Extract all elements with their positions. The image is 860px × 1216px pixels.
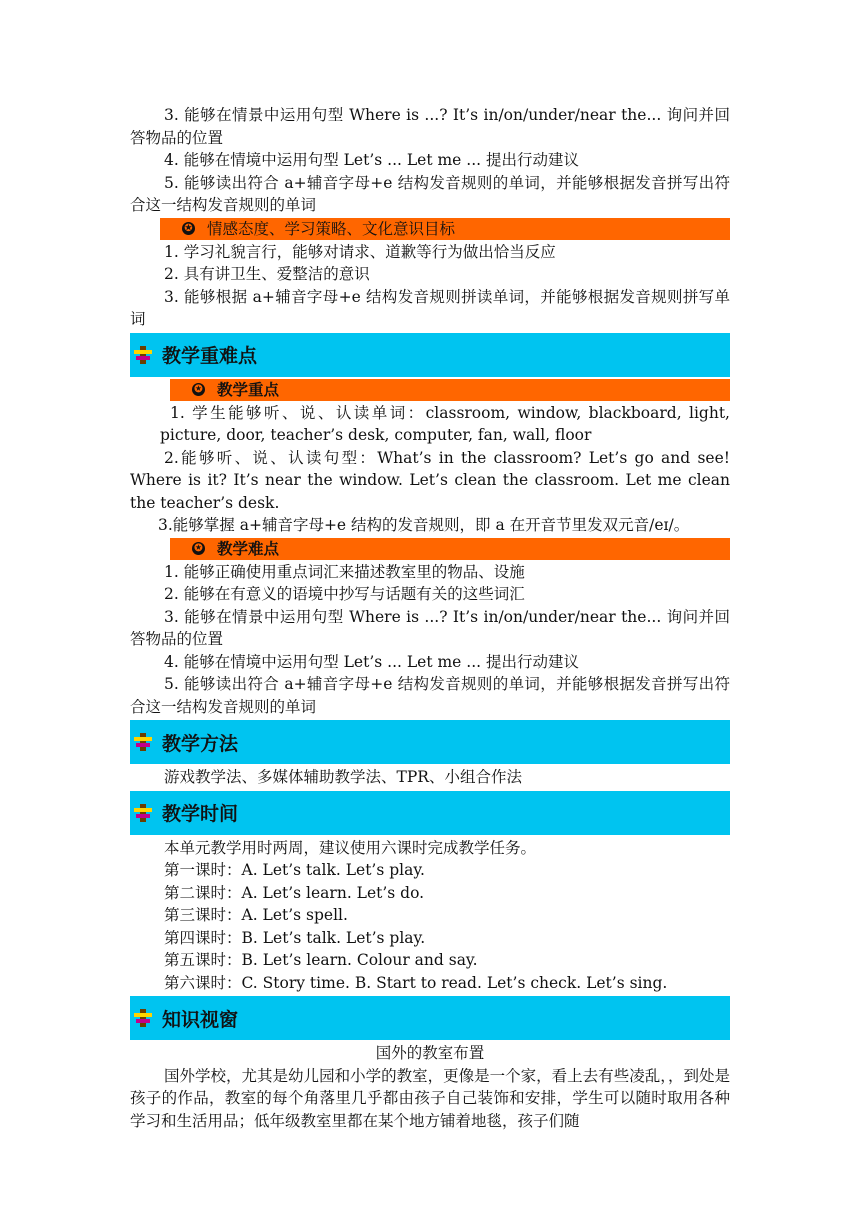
paragraph: 4. 能够在情境中运用句型 Let’s ... Let me ... 提出行动建议 bbox=[164, 652, 579, 671]
subheading-key bbox=[170, 379, 730, 401]
paragraph: 3. 能够在情景中运用句型 Where is ...? It’s in/on/under/near the... 询问并回答物品的位置 bbox=[130, 607, 730, 648]
paragraph: 1. 能够正确使用重点词汇来描述教室里的物品、设施 bbox=[164, 562, 525, 581]
paragraph: 1. 学习礼貌言行，能够对请求、道歉等行为做出恰当反应 bbox=[164, 242, 556, 261]
paragraph: 游戏教学法、多媒体辅助教学法、TPR、小组合作法 bbox=[164, 768, 522, 786]
lesson-line: 第四课时：B. Let’s talk. Let’s play. bbox=[164, 928, 426, 947]
section-heading-time bbox=[130, 791, 730, 835]
paragraph: 4. 能够在情境中运用句型 Let’s ... Let me ... 提出行动建议 bbox=[164, 151, 579, 169]
lesson-line: 第一课时：A. Let’s talk. Let’s play. bbox=[164, 861, 425, 879]
document-body bbox=[130, 104, 730, 1132]
paragraph: 3. 能够在情景中运用句型 Where is ...? It’s in/on/under/near the... 询问并回答物品的位置 bbox=[130, 106, 730, 147]
subheading-label: 情感态度、学习策略、文化意识目标 bbox=[207, 219, 456, 238]
star-bullet-icon: ✪ bbox=[192, 542, 205, 555]
section-heading-label: 知识视窗 bbox=[162, 1008, 239, 1031]
section-heading-knowledge bbox=[130, 996, 730, 1040]
lesson-line: 第五课时：B. Let’s learn. Colour and say. bbox=[164, 951, 478, 969]
section-heading-keydiff bbox=[130, 333, 730, 377]
lesson-line: 第二课时：A. Let’s learn. Let’s do. bbox=[164, 883, 425, 902]
subheading-label: 教学难点 bbox=[217, 538, 280, 558]
book-stack-icon bbox=[134, 1009, 152, 1027]
paragraph: 5. 能够读出符合 a+辅音字母+e 结构发音规则的单词，并能够根据发音拼写出符合这一结构发音规则的单词 bbox=[130, 675, 730, 716]
section-heading-method bbox=[130, 720, 730, 764]
section-heading-label: 教学时间 bbox=[162, 803, 239, 825]
subheading-diff bbox=[170, 538, 730, 560]
paragraph: 3.能够掌握 a+辅音字母+e 结构的发音规则，即 a 在开音节里发双元音/eɪ/。 bbox=[158, 516, 690, 534]
paragraph: 2. 具有讲卫生、爱整洁的意识 bbox=[164, 265, 370, 283]
paragraph: 3. 能够根据 a+辅音字母+e 结构发音规则拼读单词，并能够根据发音规则拼写单词 bbox=[130, 287, 730, 328]
knowledge-subtitle: 国外的教室布置 bbox=[375, 1044, 485, 1062]
paragraph: 2.能够听、说、认读句型：What’s in the classroom? Let’s go and see! Where is it? It’s near the window. Let’s clean the classroom. Let me clean the teacher’s desk. bbox=[130, 448, 730, 512]
subheading-label: 教学重点 bbox=[217, 379, 280, 399]
section-heading-label: 教学方法 bbox=[162, 732, 239, 755]
subheading-emotion bbox=[160, 218, 730, 240]
paragraph: 2. 能够在有意义的语境中抄写与话题有关的这些词汇 bbox=[164, 585, 525, 603]
book-stack-icon bbox=[134, 733, 152, 751]
star-bullet-icon: ✪ bbox=[192, 383, 205, 396]
star-bullet-icon: ✪ bbox=[182, 222, 195, 235]
lesson-line: 第三课时：A. Let’s spell. bbox=[164, 906, 348, 924]
paragraph: 1. 学生能够听、说、认读单词：classroom, window, blackboard, light, picture, door, teacher’s desk, computer, fan, wall, floor bbox=[160, 403, 730, 444]
book-stack-icon bbox=[134, 346, 152, 364]
book-stack-icon bbox=[134, 804, 152, 822]
section-heading-label: 教学重难点 bbox=[162, 345, 258, 367]
paragraph: 本单元教学用时两周，建议使用六课时完成教学任务。 bbox=[164, 838, 537, 857]
lesson-line: 第六课时：C. Story time. B. Start to read. Let’s check. Let’s sing. bbox=[164, 973, 668, 992]
paragraph: 5. 能够读出符合 a+辅音字母+e 结构发音规则的单词，并能够根据发音拼写出符合这一结构发音规则的单词 bbox=[130, 173, 730, 214]
paragraph: 国外学校，尤其是幼儿园和小学的教室，更像是一个家，看上去有些凌乱，，到处是孩子的作品，教室的每个角落里几乎都由孩子自己装饰和安排，学生可以随时取用各种学习和生活用品；低年级教室里都在某个地方铺着地毯，孩子们随 bbox=[130, 1066, 730, 1130]
